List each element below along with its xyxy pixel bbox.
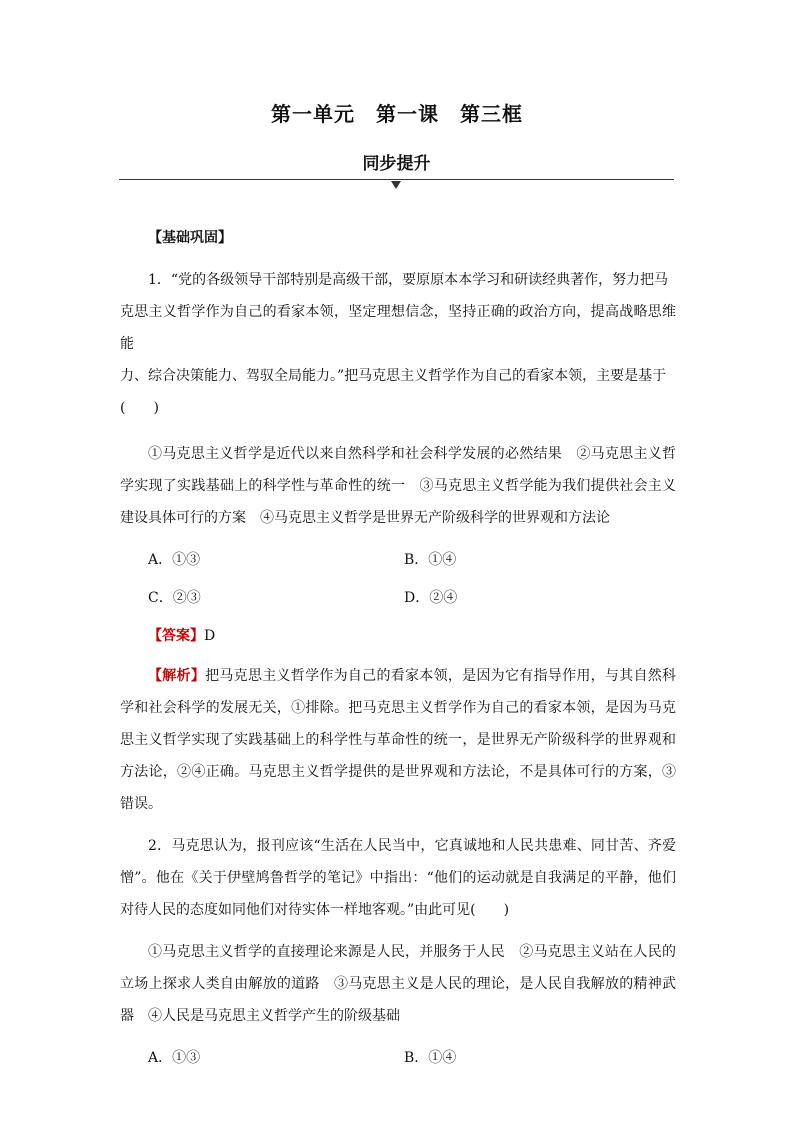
content-body bbox=[120, 222, 676, 1080]
answer-tag: 【答案】 bbox=[148, 628, 204, 644]
analysis-text: 把马克思主义哲学作为自己的看家本领，是因为它有指导作用，与其自然科学和社会科学的发展无关，①排除。把马克思主义哲学作为自己的看家本领，是因为马克思主义哲学实现了实践基础上的科学性与革命性的统一，是世界无产阶级科学的世界观和方法论，②④正确。马克思主义哲学提供的是世界观和方法论，不是具体可行的方案，③错误。 bbox=[120, 668, 677, 812]
option-c: C．②③ bbox=[148, 590, 201, 606]
down-triangle-icon bbox=[391, 181, 401, 189]
answer-value: D bbox=[204, 628, 216, 644]
question-2 bbox=[120, 830, 676, 1074]
option-a: A．①③ bbox=[148, 1050, 201, 1066]
option-b: B．①④ bbox=[404, 552, 457, 568]
question-1-stem-line: 克思主义哲学作为自己的看家本领，坚定理想信念，坚持正确的政治方向，提高战略思维能 bbox=[120, 304, 676, 352]
question-1-statements: ①马克思主义哲学是近代以来自然科学和社会科学发展的必然结果 ②马克思主义哲学实现了实践基础上的科学性与革命性的统一 ③马克思主义哲学能为我们提供社会主义建设具体可行的方案 ④马克思主义哲学是世界无产阶级科学的世界观和方法论 bbox=[120, 446, 676, 526]
question-1-stem bbox=[120, 264, 676, 424]
question-1-options-row bbox=[148, 544, 676, 576]
option-a: A．①③ bbox=[148, 552, 201, 568]
option-d: D．②④ bbox=[404, 590, 458, 606]
analysis-tag: 【解析】 bbox=[148, 668, 206, 684]
question-2-options-row bbox=[148, 1042, 676, 1074]
question-1-analysis bbox=[120, 660, 676, 820]
question-1-stem-line: 力、综合决策能力、驾驭全局能力。”把马克思主义哲学作为自己的看家本领，主要是基于 bbox=[120, 368, 667, 384]
section-heading: 【基础巩固】 bbox=[148, 230, 232, 246]
question-2-stem: 2．马克思认为，报刊应该“生活在人民当中，它真诚地和人民共患难、同甘苦、齐爱憎”。他在《关于伊壁鸠鲁哲学的笔记》中指出：“他们的运动就是自我满足的平静，他们对待人民的态度如同他们对待实体一样地客观。”由此可见( ) bbox=[120, 838, 676, 918]
question-1-options-row bbox=[148, 582, 676, 614]
section-banner bbox=[119, 153, 674, 175]
option-b: B．①④ bbox=[404, 1050, 457, 1066]
question-1-stem-line: ( ) bbox=[120, 400, 159, 416]
question-1-stem-line: 1．“党的各级领导干部特别是高级干部，要原原本本学习和研读经典著作，努力把马 bbox=[148, 272, 669, 288]
banner-divider bbox=[119, 179, 674, 180]
page-title: 第一单元 第一课 第三框 bbox=[271, 102, 523, 126]
question-1 bbox=[120, 264, 676, 820]
question-1-answer bbox=[148, 620, 676, 652]
question-2-statements: ①马克思主义哲学的直接理论来源是人民，并服务于人民 ②马克思主义站在人民的立场上探求人类自由解放的道路 ③马克思主义是人民的理论，是人民自我解放的精神武器 ④人民是马克思主义哲学产生的阶级基础 bbox=[120, 944, 676, 1024]
section-banner-label: 同步提升 bbox=[362, 154, 431, 174]
